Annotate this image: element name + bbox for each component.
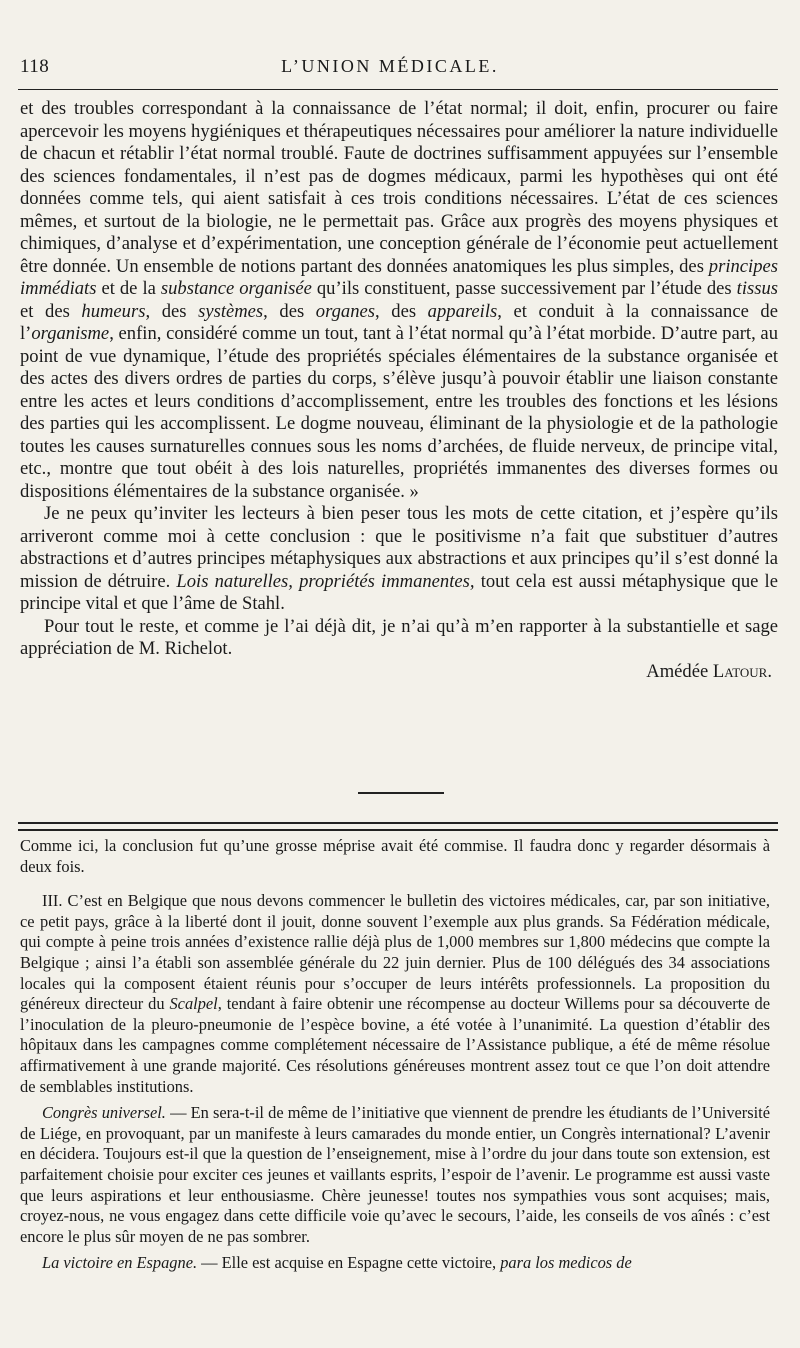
header-rule	[18, 89, 778, 90]
bulletin-congres: Congrès universel. — En sera-t-il de même de l’initiative que viennent de prendre les étudiants de l’Université de Liége, en provoquant, par un manifeste à leurs camarades du monde entier, un Congrès international? L’avenir en décidera. Toujours est-il que la question de l’enseignement, mise à l’ordre du jour dans toute son extension, est parfaitement choisie pour exciter ces jeunes et vaillants esprits, l’espoir de l’avenir. Le programme est aussi vaste que leurs aspirations et leur enthousiasme. Chère jeunesse! toutes nos sympathies vous sont acquises; mais, croyez-nous, ne vous engagez dans cette difficile voie qu’avec le secours, l’aide, les conseils de vos aînés : c’est encore le plus sûr moyen de ne pas sombrer.	[20, 1103, 771, 1246]
section-double-rule	[18, 822, 778, 831]
paragraph-conclusion: Pour tout le reste, et comme je l’ai déjà dit, je n’ai qu’à m’en rapporter à la substantielle et sage appréciation de M. Richelot.	[20, 615, 778, 659]
author-signature: Amédée Latour.	[646, 660, 772, 682]
bulletin-section	[20, 836, 770, 1280]
article-end-rule	[358, 792, 444, 794]
page-number: 118	[20, 56, 50, 77]
bulletin-espagne: La victoire en Espagne. — Elle est acquise en Espagne cette victoire, para los medicos de	[42, 1253, 632, 1273]
bulletin-belgique: III. C’est en Belgique que nous devons commencer le bulletin des victoires médicales, car, par son initiative, ce petit pays, grâce à la liberté dont il jouit, donne souvent l’exemple aux plus grands. Sa Fédération médicale, qui compte à peine trois années d’existence rallie déjà plus de 1,000 membres sur 1,800 médecins que compte la Belgique ; ainsi l’a établi son assemblée générale du 22 juin dernier. Plus de 100 délégués des 34 associations locales qui la composent étaient réunis pour s’occuper de leurs intérêts professionnels. La proposition du généreux directeur du Scalpel, tendant à faire obtenir une récompense au docteur Willems pour sa découverte de l’inoculation de la pleuro-pneumonie de l’espèce bovine, a été votée à l’unanimité. La question d’établir des hôpitaux dans les campagnes comme complétement nécessaire de l’Assistance publique, a été de même résolue affirmativement à une grande majorité. Ces résolutions généreuses montrent assez tout ce que l’on doit attendre de semblables institutions.	[20, 891, 770, 1096]
page-header	[20, 56, 760, 84]
running-title: L’UNION MÉDICALE.	[281, 56, 499, 76]
paragraph-commentary: Je ne peux qu’inviter les lecteurs à bien peser tous les mots de cette citation, et j’espère qu’ils arriveront comme moi à cette conclusion : que le positivisme n’a fait que substituer d’autres abstractions et d’autres principes métaphysiques aux abstractions et aux principes qu’il s’est donné la mission de détruire. Lois naturelles, propriétés immanentes, tout cela est aussi métaphysique que le principe vital et que l’âme de Stahl.	[20, 503, 778, 614]
paragraph-quote-end: et des troubles correspondant à la connaissance de l’état normal; il doit, enfin, procurer ou faire apercevoir les moyens hygiéniques et thérapeutiques nécessaires pour améliorer la nature individuelle de chacun et rétablir l’état normal troublé. Faute de doctrines suffisamment appuyées sur l’ensemble des sciences fondamentales, il n’est pas de dogmes médicaux, parmi les hypothèses qui ont été données comme tels, qui aient satisfait à ces trois conditions nécessaires. L’état de ces sciences mêmes, et surtout de la biologie, ne le permettait pas. Grâce aux progrès des moyens physiques et chimiques, d’analyse et d’expérimentation, une conception générale de l’économie peut actuellement être donnée. Un ensemble de notions partant des données anatomiques les plus simples, des principes immédiats et de la substance organisée qu’ils constituent, passe successivement par l’étude des tissus et des humeurs, des systèmes, des organes, des appareils, et conduit à la connaissance de l’organisme, enfin, considéré comme un tout, tant à l’état normal qu’à l’état morbide. D’autre part, au point de vue dynamique, l’étude des propriétés spéciales élémentaires de la substance organisée et des actes des divers ordres de parties du corps, s’élève jusqu’à pouvoir établir une liaison constante entre les actes et leurs conditions d’accomplissement, entre les troubles des fonctions et les lésions des parties qui les accomplissent. Le dogme nouveau, éliminant de la physiologie et de la pathologie toutes les causes surnaturelles connues sous les noms d’archées, de fluide nerveux, de principe vital, etc., montre que tout obéit à des lois naturelles, propriétés immanentes des diverses formes ou dispositions élémentaires de la substance organisée. »	[20, 98, 778, 502]
bulletin-continuation: Comme ici, la conclusion fut qu’une grosse méprise avait été commise. Il faudra donc y regarder désormais à deux fois.	[20, 836, 770, 876]
article-body	[20, 98, 778, 683]
